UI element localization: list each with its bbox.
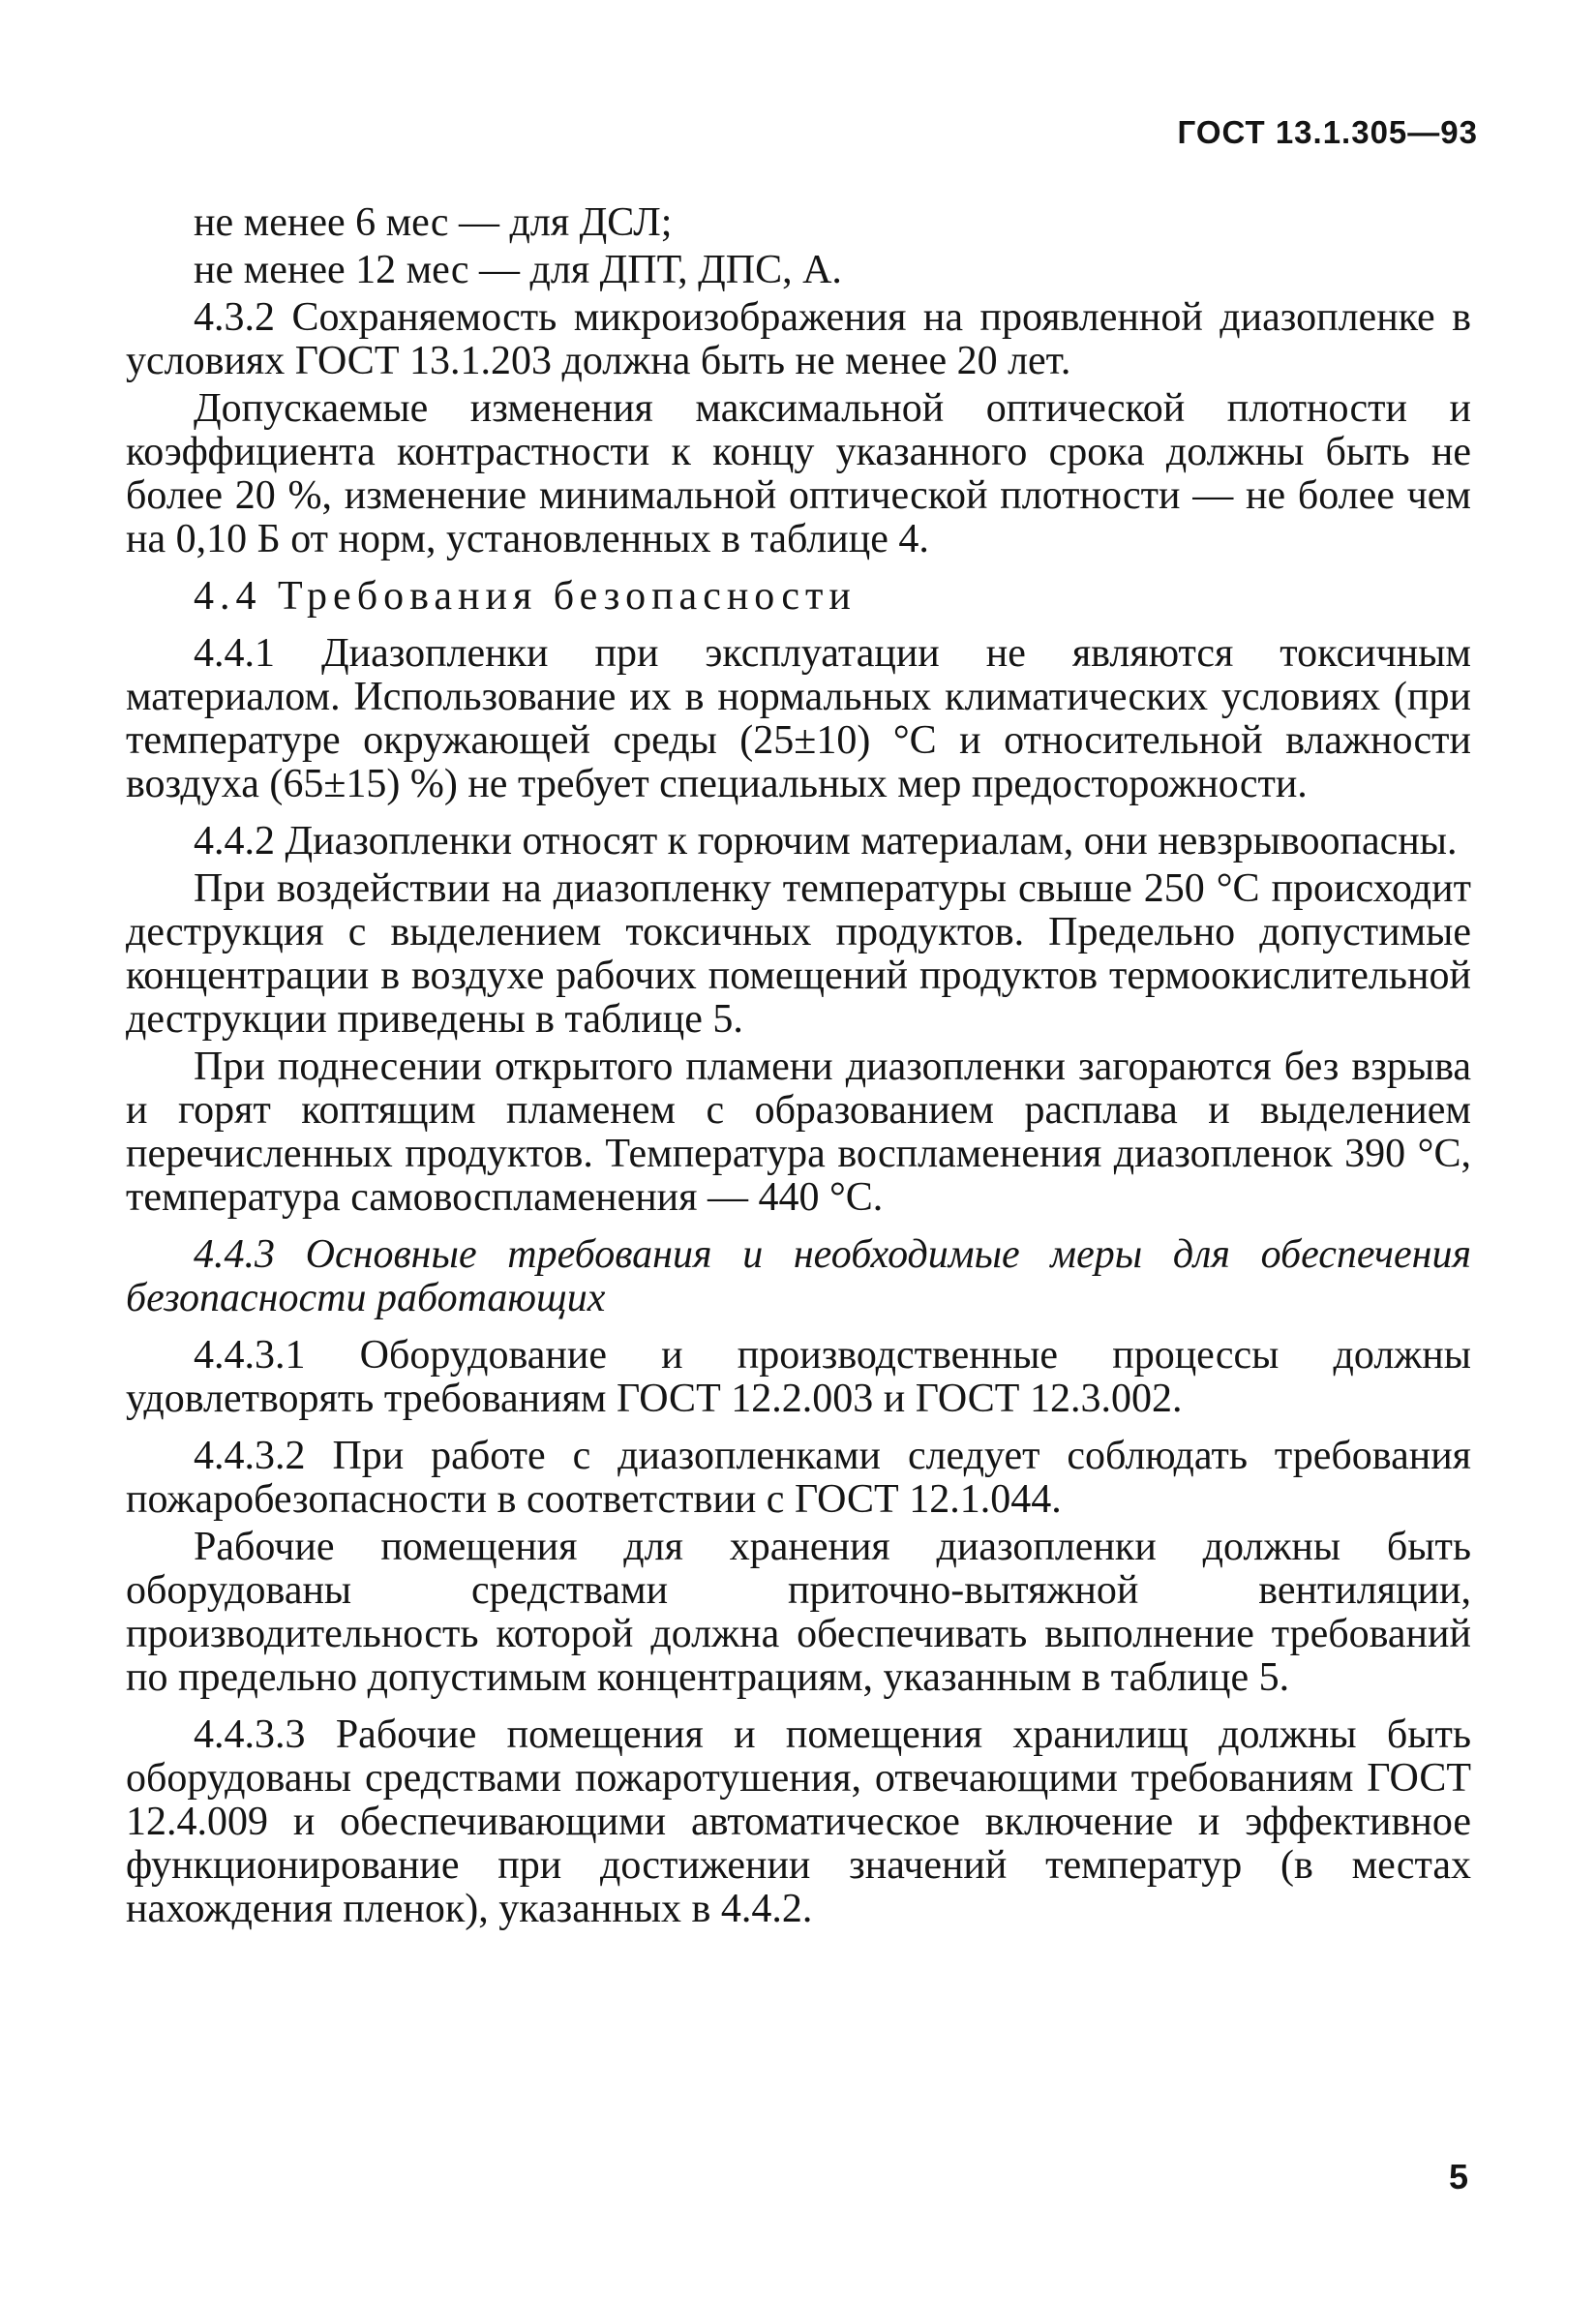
clause-4-3-2: 4.3.2 Сохраняемость микроизображения на проявленной диазопленке в условиях ГОСТ 13.1.203 должна быть не менее 20 лет. bbox=[126, 295, 1471, 383]
page-number: 5 bbox=[1448, 2157, 1468, 2196]
clause-4-4-3-1: 4.4.3.1 Оборудование и производственные процессы должны удовлетворять требованиям ГОСТ 12.2.003 и ГОСТ 12.3.002. bbox=[126, 1333, 1471, 1421]
clause-4-4-3-2: 4.4.3.2 При работе с диазопленками следует соблюдать требования пожаробезопасности в соответствии с ГОСТ 12.1.044. bbox=[126, 1434, 1471, 1522]
clause-4-4-2: 4.4.2 Диазопленки относят к горючим материалам, они невзрывоопасны. bbox=[194, 819, 1458, 863]
document-header-code: ГОСТ 13.1.305—93 bbox=[1177, 114, 1478, 150]
paragraph-allowed-changes: Допускаемые изменения максимальной оптической плотности и коэффициента контрастности к концу указанного срока должны быть не более 20 %, изменение минимальной оптической плотности — не более чем на 0,10 Б от норм, установленных в таблице 4. bbox=[126, 386, 1471, 561]
clause-4-4-3-heading: 4.4.3 Основные требования и необходимые меры для обеспечения безопасности работающих bbox=[126, 1232, 1471, 1320]
clause-4-4-3-3: 4.4.3.3 Рабочие помещения и помещения хранилищ должны быть оборудованы средствами пожаротушения, отвечающими требованиям ГОСТ 12.4.009 и обеспечивающими автоматическое включение и эффективное функционирование при достижении значений температур (в местах нахождения пленок), указанных в 4.4.2. bbox=[126, 1712, 1471, 1931]
document-body bbox=[126, 201, 1471, 1935]
paragraph-ventilation: Рабочие помещения для хранения диазопленки должны быть оборудованы средствами приточно-вытяжной вентиляции, производительность которой должна обеспечивать выполнение требований по предельно допустимым концентрациям, указанным в таблице 5. bbox=[126, 1525, 1471, 1700]
paragraph-storage-dsl: не менее 6 мес — для ДСЛ; bbox=[194, 200, 673, 245]
paragraph-storage-dpt: не менее 12 мес — для ДПТ, ДПС, А. bbox=[194, 248, 842, 292]
clause-4-4-1: 4.4.1 Диазопленки при эксплуатации не являются токсичным материалом. Использование их в нормальных климатических условиях (при температуре окружающей среды (25±10) °С и относительной влажности воздуха (65±15) %) не требует специальных мер предосторожности. bbox=[126, 631, 1471, 806]
section-heading-4-4: 4.4 Требования безопасности bbox=[194, 574, 857, 619]
paragraph-open-flame: При поднесении открытого пламени диазопленки загораются без взрыва и горят коптящим пламенем с образованием расплава и выделением перечисленных продуктов. Температура воспламенения диазопленок 390 °С, температура самовоспламенения — 440 °С. bbox=[126, 1045, 1471, 1220]
paragraph-thermal-destruction: При воздействии на диазопленку температуры свыше 250 °С происходит деструкция с выделением токсичных продуктов. Предельно допустимые концентрации в воздухе рабочих помещений продуктов термоокислительной деструкции приведены в таблице 5. bbox=[126, 866, 1471, 1042]
